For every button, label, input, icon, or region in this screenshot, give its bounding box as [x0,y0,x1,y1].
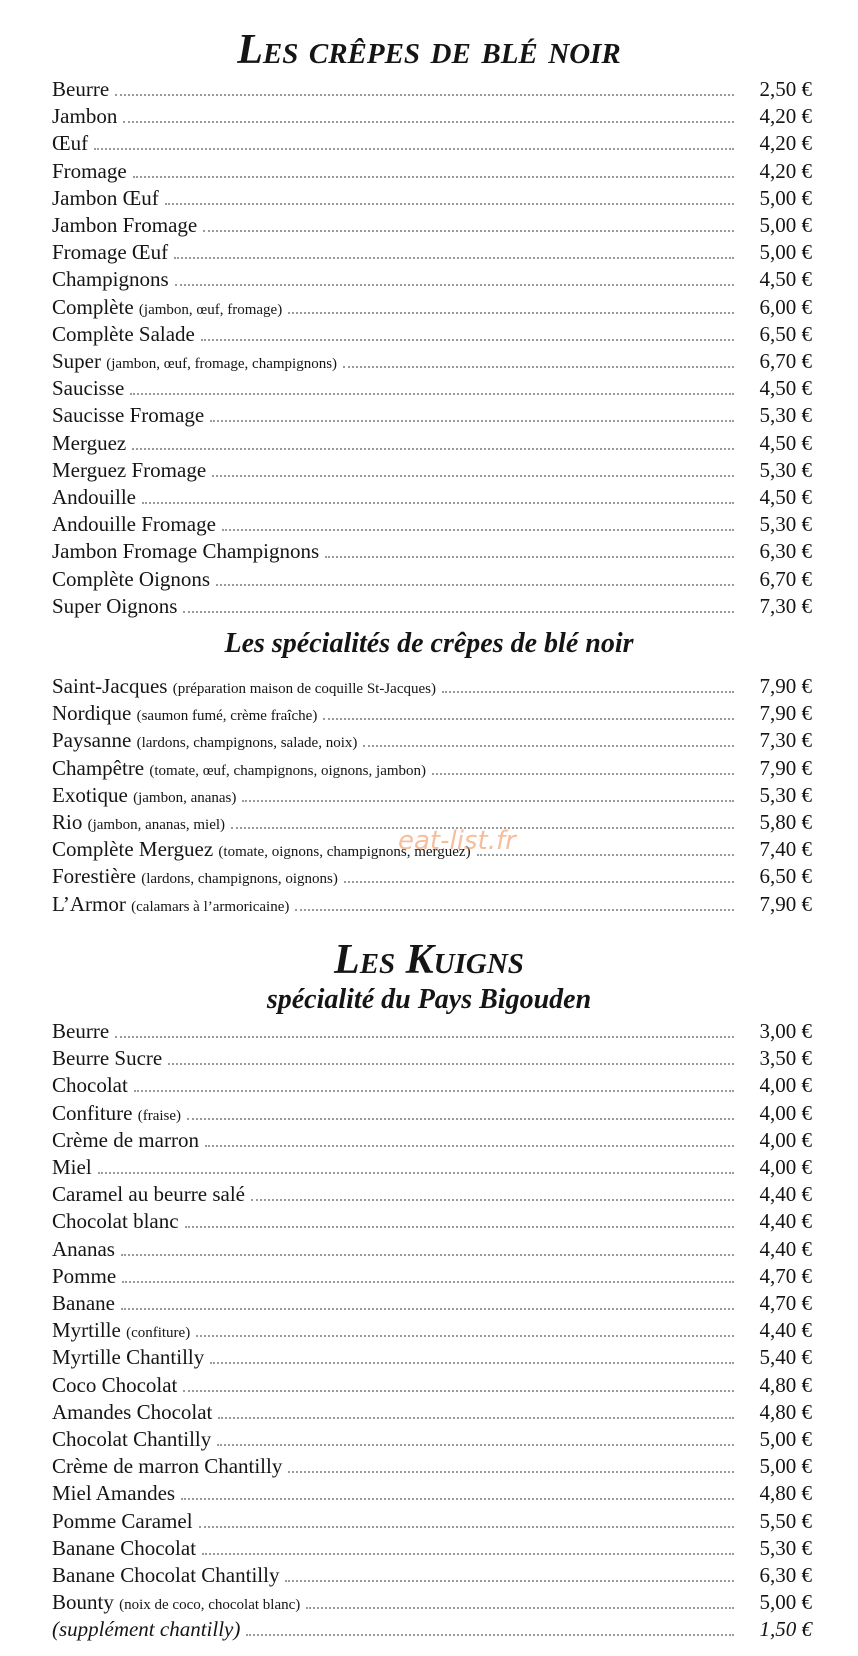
menu-item-name [52,266,169,293]
dot-leader [251,1199,734,1201]
menu-item [52,1045,812,1072]
dot-leader [323,718,734,720]
menu-item-price: 4,00 € [759,1073,812,1098]
dot-leader [216,584,734,586]
menu-item-price: 7,30 € [759,593,812,618]
menu-item-price: 7,90 € [759,701,812,726]
dot-leader [121,1308,734,1310]
menu-item-price: 4,50 € [759,485,812,509]
item-title: Crème de marron Chantilly [52,1454,283,1479]
menu-item-price: 4,20 € [759,158,812,183]
item-title: Caramel au beurre salé [52,1182,245,1207]
item-title: Banane Chocolat [52,1535,197,1560]
dot-leader [343,366,734,368]
menu-item [52,1508,812,1535]
menu-item-name [52,1535,196,1562]
menu-item-name [52,103,117,130]
item-title: Andouille Fromage [52,512,216,537]
menu-item-name [52,1317,190,1347]
item-title: Jambon Œuf [52,185,159,210]
menu-item-name [52,809,225,839]
menu-item-price: 6,50 € [759,864,812,889]
menu-item [52,673,812,700]
menu-item-price: 5,30 € [759,403,812,428]
menu-item-price: 5,30 € [759,782,812,807]
dot-leader [142,502,734,504]
menu-item-price: 7,30 € [759,728,812,753]
dot-leader [168,1063,734,1065]
menu-item-name [52,1154,92,1181]
menu-item-price: 5,00 € [759,213,812,237]
menu-item [52,1562,812,1589]
dot-leader [201,339,734,341]
item-title: Super [52,349,101,373]
menu-item-price: 4,40 € [759,1236,812,1261]
menu-item-price: 4,80 € [759,1399,812,1424]
menu-item-price: 5,30 € [759,1535,812,1560]
item-description: (noix de coco, chocolat blanc) [119,1597,301,1614]
menu-item-price: 5,50 € [759,1508,812,1533]
menu-item-price: 4,00 € [759,1155,812,1179]
menu-item-price: 6,70 € [759,349,812,373]
menu-item-price: 2,50 € [759,77,812,101]
menu-item [52,430,812,457]
menu-item-price: 4,50 € [759,267,812,292]
menu-item [52,321,812,348]
menu-item [52,1372,812,1399]
menu-item-price: 4,00 € [759,1127,812,1152]
menu-item-name [52,1508,193,1535]
menu-item [52,755,812,782]
menu-item-name [52,700,317,730]
item-description: (jambon, ananas, miel) [87,817,226,833]
menu-item [52,76,812,103]
item-title: Complète Salade [52,321,195,346]
menu-item-price: 4,50 € [759,430,812,455]
item-title: Banane [52,1291,115,1315]
item-title: Jambon [52,104,118,129]
item-title: Myrtille [52,1318,121,1343]
menu-item-name [52,158,127,185]
menu-item [52,1426,812,1453]
menu-item [52,727,812,754]
dot-leader [123,121,734,123]
menu-item [52,566,812,593]
item-title: Beurre [52,1019,110,1043]
menu-item-price: 4,70 € [759,1291,812,1315]
menu-item-name [52,430,126,457]
menu-item-price: 6,50 € [759,321,812,346]
menu-item [52,212,812,239]
item-title: Super Oignons [52,593,178,618]
menu-item [52,1480,812,1507]
item-title: Complète Merguez [52,837,214,862]
menu-item [52,402,812,429]
menu-item-price: 7,40 € [759,837,812,862]
item-title: Merguez Fromage [52,457,207,482]
menu-item [52,266,812,293]
dot-leader [222,529,734,531]
menu-item [52,1263,812,1290]
menu-item-name [52,1263,116,1290]
item-title: Saint-Jacques [52,674,168,698]
menu-item-price: 6,00 € [759,294,812,319]
menu-item-name [52,402,204,429]
menu-item [52,1181,812,1208]
dot-leader [134,1090,734,1092]
dot-leader [175,284,734,286]
menu-item-name [52,1181,245,1208]
menu-item-name [52,1236,115,1263]
menu-item-name [52,755,426,785]
item-description: (lardons, champignons, salade, noix) [136,735,358,752]
menu-item-name [52,1426,211,1453]
menu-item [52,1399,812,1426]
menu-item-price: 3,00 € [759,1019,812,1043]
menu-item-name [52,538,319,565]
menu-item-price: 4,40 € [759,1182,812,1207]
menu-item-name [52,593,177,620]
dot-leader [115,94,734,96]
menu-item [52,1290,812,1317]
item-description: (jambon, ananas) [133,789,237,806]
item-title: Beurre Sucre [52,1046,163,1071]
menu-item-name [52,1399,212,1426]
item-title: Œuf [52,131,89,156]
menu-item [52,1208,812,1235]
dot-leader [94,148,734,150]
menu-item-name [52,511,216,538]
menu-item-price: 5,00 € [759,1427,812,1451]
menu-item [52,1616,812,1643]
item-title: L’Armor [52,891,126,916]
item-description: (fraise) [137,1107,182,1124]
menu-item [52,538,812,565]
dot-leader [210,420,734,422]
menu-item-name [52,294,282,324]
dot-leader [442,691,734,693]
menu-item-name [52,1290,115,1317]
menu-item-name [52,185,159,212]
menu-item-name [52,727,357,757]
dot-leader [183,1390,734,1392]
menu-item [52,863,812,890]
menu-item-price: 1,50 € [759,1617,812,1642]
menu-item-name [52,348,337,378]
item-title: Ananas [52,1236,115,1261]
dot-leader [187,1118,734,1120]
menu-item [52,700,812,727]
dot-leader [133,176,734,178]
dot-leader [199,1526,734,1528]
menu-item-name [52,1072,128,1099]
item-title: Saucisse [52,376,125,401]
menu-item-price: 4,50 € [759,376,812,401]
item-title: Forestière [52,864,136,889]
menu-item [52,1317,812,1344]
menu-item-price: 4,80 € [759,1372,812,1397]
menu-item-name [52,239,168,266]
item-description: (jambon, œuf, fromage, champignons) [106,356,338,372]
dot-leader [217,1444,734,1446]
section-title-crepes: Les crêpes de blé noir [237,27,621,73]
menu-item [52,593,812,620]
menu-item-name [52,130,88,157]
menu-item-name [52,1018,109,1045]
section-title-specialites: Les spécialités de crêpes de blé noir [224,628,634,659]
menu-item-name [52,1453,282,1480]
menu-item-name [52,782,236,812]
menu-item-name [52,321,195,348]
item-title: Bounty [52,1590,114,1615]
menu-item-price: 6,30 € [759,1563,812,1587]
dot-leader [196,1335,734,1337]
menu-item [52,1154,812,1181]
menu-item [52,103,812,130]
dot-leader [185,1226,734,1228]
menu-item [52,1100,812,1127]
item-title: Jambon Fromage [52,213,198,237]
menu-item-price: 5,00 € [759,240,812,265]
menu-item-name [52,1480,175,1507]
menu-item-price: 3,50 € [759,1046,812,1071]
menu-item-name [52,212,197,239]
item-title: Fromage [52,158,127,183]
item-title: Chocolat [52,1073,128,1098]
dot-leader [122,1281,734,1283]
menu-item-name [52,1127,199,1154]
menu-item-price: 7,90 € [759,891,812,916]
dot-leader [203,230,734,232]
menu-item-name [52,1372,177,1399]
item-title: Crème de marron [52,1127,199,1152]
menu-item-price: 5,80 € [759,810,812,834]
menu-item-name [52,891,289,921]
dot-leader [344,881,734,883]
dot-leader [295,909,734,911]
dot-leader [181,1498,734,1500]
menu-item-name [52,863,338,893]
item-title: Exotique [52,782,128,807]
dot-leader [205,1145,734,1147]
menu-item [52,1018,812,1045]
menu-item-price: 4,20 € [759,104,812,129]
item-title: Miel Amandes [52,1481,176,1506]
item-title: Saucisse Fromage [52,403,205,428]
dot-leader [210,1362,734,1364]
menu-item [52,185,812,212]
menu-item [52,1453,812,1480]
item-title: Chocolat Chantilly [52,1427,212,1451]
item-title: Banane Chocolat Chantilly [52,1563,280,1587]
item-description: (saumon fumé, crème fraîche) [136,708,318,725]
menu-item-name [52,1344,204,1371]
menu-item [52,158,812,185]
menu-item [52,782,812,809]
menu-item-name [52,673,436,703]
item-title: Paysanne [52,728,132,753]
menu-item [52,130,812,157]
menu-item-price: 7,90 € [759,674,812,698]
dot-leader [202,1553,734,1555]
item-description: (tomate, oignons, champignons, merguez) [218,844,471,861]
dot-leader [98,1172,734,1174]
dot-leader [288,312,734,314]
item-title: Rio [52,810,83,834]
dot-leader [130,393,734,395]
menu-item-name [52,1562,279,1589]
menu-item-name [52,375,124,402]
menu-item-price: 4,00 € [759,1100,812,1125]
item-title: Amandes Chocolat [52,1399,213,1424]
menu-item-name [52,1045,162,1072]
dot-leader [121,1254,734,1256]
dot-leader [183,611,734,613]
item-description: (calamars à l’armoricaine) [131,898,290,915]
menu-item-price: 6,30 € [759,539,812,564]
dot-leader [285,1580,734,1582]
section-subtitle-kuigns: spécialité du Pays Bigouden [266,984,592,1015]
item-title: Fromage Œuf [52,240,169,265]
menu-item [52,1127,812,1154]
menu-item-name [52,484,136,511]
item-description: (jambon, œuf, fromage) [138,301,283,318]
item-title: Jambon Fromage Champignons [52,539,320,564]
menu-item-price: 5,00 € [759,1454,812,1479]
dot-leader [288,1471,734,1473]
watermark: eat-list.fr [398,826,516,856]
menu-item [52,511,812,538]
menu-item-name [52,1100,181,1130]
menu-item [52,891,812,918]
menu-item-name [52,1589,300,1619]
item-title: Complète Oignons [52,566,211,591]
item-title: Beurre [52,77,110,101]
item-title: Miel [52,1155,92,1179]
menu-item [52,1236,812,1263]
item-title: Champêtre [52,755,145,780]
dot-leader [432,773,734,775]
dot-leader [246,1634,734,1636]
dot-leader [165,203,734,205]
item-title: Champignons [52,267,169,292]
menu-item [52,1344,812,1371]
menu-item [52,239,812,266]
item-title: Myrtille Chantilly [52,1345,205,1370]
menu-item [52,294,812,321]
dot-leader [363,745,734,747]
menu-item-price: 4,80 € [759,1481,812,1506]
menu-item-price: 6,70 € [759,566,812,591]
item-description: (préparation maison de coquille St-Jacques) [172,681,436,697]
menu-item-price: 5,40 € [759,1345,812,1370]
item-title: Nordique [52,701,132,726]
menu-item [52,484,812,511]
item-title: Coco Chocolat [52,1372,178,1397]
menu-item-price: 5,30 € [759,512,812,537]
dot-leader [174,257,734,259]
section-title-kuigns: Les Kuigns [334,937,524,983]
menu-item [52,457,812,484]
dot-leader [132,448,734,450]
item-title: Andouille [52,485,136,509]
item-description: (confiture) [126,1325,191,1342]
menu-item [52,1535,812,1562]
menu-item-price: 5,00 € [759,1590,812,1615]
menu-item [52,348,812,375]
item-title: (supplément chantilly) [52,1617,241,1642]
dot-leader [115,1036,734,1038]
item-title: Chocolat blanc [52,1209,179,1234]
menu-item-name [52,1208,179,1235]
item-title: Confiture [52,1100,133,1125]
menu-item-price: 5,00 € [759,185,812,210]
item-title: Pomme Caramel [52,1508,193,1533]
menu-item [52,1072,812,1099]
menu-item-price: 5,30 € [759,457,812,482]
dot-leader [212,475,734,477]
dot-leader [242,800,734,802]
menu-item-price: 4,70 € [759,1263,812,1288]
menu-item-name [52,76,109,103]
menu-item-price: 4,20 € [759,131,812,156]
item-title: Pomme [52,1263,117,1288]
menu-item-name [52,566,210,593]
menu-item-name [52,1616,240,1643]
dot-leader [218,1417,734,1419]
menu-item-price: 7,90 € [759,755,812,780]
item-title: Merguez [52,430,127,455]
menu-item [52,375,812,402]
menu-item-price: 4,40 € [759,1318,812,1343]
menu-item-name [52,457,206,484]
item-description: (lardons, champignons, oignons) [141,871,338,888]
dot-leader [306,1607,734,1609]
menu-item [52,1589,812,1616]
menu-item-price: 4,40 € [759,1209,812,1234]
item-title: Complète [52,294,134,319]
dot-leader [325,556,734,558]
item-description: (tomate, œuf, champignons, oignons, jambon) [149,762,427,779]
